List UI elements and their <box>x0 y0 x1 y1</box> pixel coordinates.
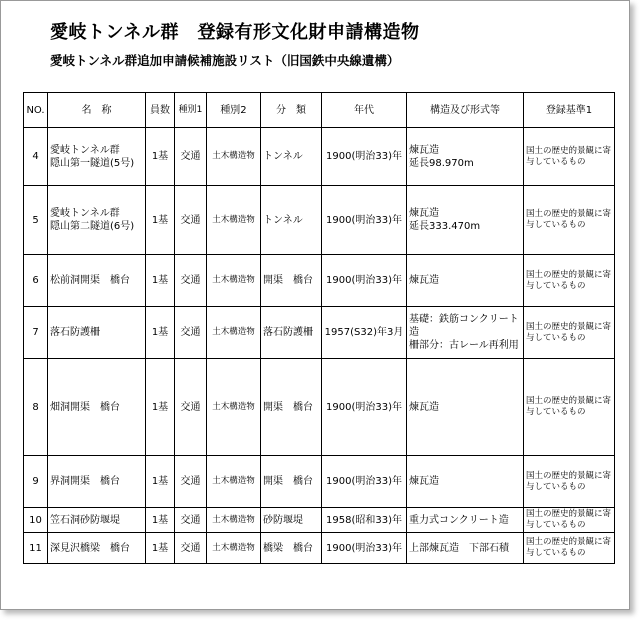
row-type2: 土木構造物 <box>207 508 261 533</box>
row-no: 9 <box>24 456 48 508</box>
row-structure: 煉瓦造 延長333.470m <box>407 186 524 255</box>
row-criteria: 国土の歴史的景観に寄与しているもの <box>524 456 615 508</box>
row-era: 1900(明治33)年 <box>322 255 407 307</box>
row-no: 5 <box>24 186 48 255</box>
row-no: 8 <box>24 359 48 456</box>
row-category: 開渠 橋台 <box>261 359 322 456</box>
header-type2: 種別2 <box>207 93 261 128</box>
row-name: 界洞開渠 橋台 <box>48 456 146 508</box>
row-structure: 重力式コンクリート造 <box>407 508 524 533</box>
row-era: 1958(昭和33)年 <box>322 508 407 533</box>
row-type1: 交通 <box>175 128 207 186</box>
row-name: 落石防護柵 <box>48 307 146 359</box>
row-no: 11 <box>24 533 48 564</box>
row-category: 開渠 橋台 <box>261 255 322 307</box>
row-name: 笠石洞砂防堰堤 <box>48 508 146 533</box>
row-era: 1900(明治33)年 <box>322 533 407 564</box>
row-type2: 土木構造物 <box>207 456 261 508</box>
header-criteria: 登録基準1 <box>524 93 615 128</box>
row-criteria: 国土の歴史的景観に寄与しているもの <box>524 307 615 359</box>
row-count: 1基 <box>146 359 175 456</box>
row-name: 愛岐トンネル群 隠山第二隧道(6号) <box>48 186 146 255</box>
row-structure: 上部煉瓦造 下部石積 <box>407 533 524 564</box>
row-no: 4 <box>24 128 48 186</box>
table-header-row <box>24 93 615 128</box>
row-count: 1基 <box>146 508 175 533</box>
row-type1: 交通 <box>175 533 207 564</box>
row-category: トンネル <box>261 186 322 255</box>
row-no: 10 <box>24 508 48 533</box>
row-name: 深見沢橋梁 橋台 <box>48 533 146 564</box>
table-row <box>24 307 615 359</box>
row-type1: 交通 <box>175 456 207 508</box>
header-count: 員数 <box>146 93 175 128</box>
table-row <box>24 255 615 307</box>
row-name: 愛岐トンネル群 隠山第一隧道(5号) <box>48 128 146 186</box>
row-type1: 交通 <box>175 307 207 359</box>
header-no: NO. <box>24 93 48 128</box>
row-category: トンネル <box>261 128 322 186</box>
row-count: 1基 <box>146 186 175 255</box>
row-criteria: 国土の歴史的景観に寄与しているもの <box>524 186 615 255</box>
row-era: 1957(S32)年3月 <box>322 307 407 359</box>
row-name: 松前洞開渠 橋台 <box>48 255 146 307</box>
row-era: 1900(明治33)年 <box>322 186 407 255</box>
row-type2: 土木構造物 <box>207 359 261 456</box>
row-structure: 煉瓦造 <box>407 359 524 456</box>
header-structure: 構造及び形式等 <box>407 93 524 128</box>
row-count: 1基 <box>146 255 175 307</box>
page-subtitle: 愛岐トンネル群追加申請候補施設リスト（旧国鉄中央線遺構） <box>50 53 400 68</box>
row-no: 6 <box>24 255 48 307</box>
row-count: 1基 <box>146 456 175 508</box>
table-row <box>24 186 615 255</box>
row-structure: 基礎：鉄筋コンクリート造 柵部分：古レール再利用 <box>407 307 524 359</box>
row-criteria: 国土の歴史的景観に寄与しているもの <box>524 359 615 456</box>
row-type2: 土木構造物 <box>207 186 261 255</box>
row-criteria: 国土の歴史的景観に寄与しているもの <box>524 128 615 186</box>
header-category: 分 類 <box>261 93 322 128</box>
table-row <box>24 533 615 564</box>
row-count: 1基 <box>146 533 175 564</box>
row-type2: 土木構造物 <box>207 128 261 186</box>
row-category: 落石防護柵 <box>261 307 322 359</box>
row-type1: 交通 <box>175 186 207 255</box>
table-row <box>24 508 615 533</box>
structures-table <box>23 92 615 564</box>
row-era: 1900(明治33)年 <box>322 359 407 456</box>
row-structure: 煉瓦造 延長98.970m <box>407 128 524 186</box>
row-type2: 土木構造物 <box>207 255 261 307</box>
row-type2: 土木構造物 <box>207 533 261 564</box>
row-count: 1基 <box>146 307 175 359</box>
row-criteria: 国土の歴史的景観に寄与しているもの <box>524 255 615 307</box>
row-era: 1900(明治33)年 <box>322 456 407 508</box>
row-category: 開渠 橋台 <box>261 456 322 508</box>
table-row <box>24 359 615 456</box>
header-name: 名 称 <box>48 93 146 128</box>
table-row <box>24 456 615 508</box>
table-row <box>24 128 615 186</box>
row-structure: 煉瓦造 <box>407 456 524 508</box>
row-type1: 交通 <box>175 508 207 533</box>
header-type1: 種別1 <box>175 93 207 128</box>
row-count: 1基 <box>146 128 175 186</box>
row-category: 橋梁 橋台 <box>261 533 322 564</box>
row-era: 1900(明治33)年 <box>322 128 407 186</box>
page-title: 愛岐トンネル群 登録有形文化財申請構造物 <box>50 22 420 43</box>
row-type1: 交通 <box>175 255 207 307</box>
row-criteria: 国土の歴史的景観に寄与しているもの <box>524 533 615 564</box>
row-name: 畑洞開渠 橋台 <box>48 359 146 456</box>
header-era: 年代 <box>322 93 407 128</box>
row-structure: 煉瓦造 <box>407 255 524 307</box>
row-criteria: 国土の歴史的景観に寄与しているもの <box>524 508 615 533</box>
row-no: 7 <box>24 307 48 359</box>
row-category: 砂防堰堤 <box>261 508 322 533</box>
row-type1: 交通 <box>175 359 207 456</box>
row-type2: 土木構造物 <box>207 307 261 359</box>
